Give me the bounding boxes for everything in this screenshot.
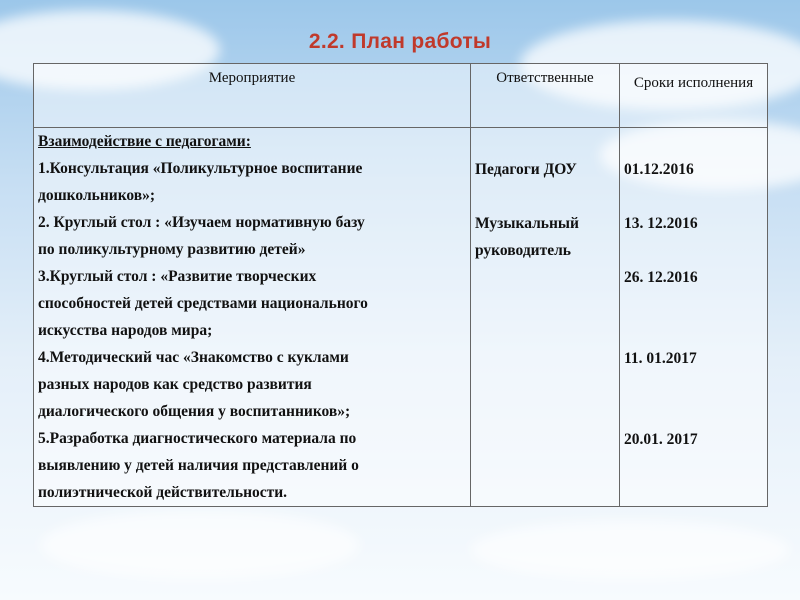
background-cloud (470, 520, 790, 580)
table-header-row (34, 64, 768, 128)
event-3-line-3: искусства народов мира; (38, 322, 213, 339)
date-2: 13. 12.2016 (624, 215, 698, 232)
work-plan-table (33, 63, 768, 507)
header-deadline: Сроки исполнения (620, 64, 768, 128)
event-4-line-2: разных народов как средство развития (38, 376, 312, 393)
date-1: 01.12.2016 (624, 161, 694, 178)
header-event: Мероприятие (34, 64, 471, 128)
event-4-line-1: 4.Методический час «Знакомство с куклами (38, 349, 349, 366)
responsible-cell (471, 128, 620, 507)
event-3-line-1: 3.Круглый стол : «Развитие творческих (38, 268, 317, 285)
page-title: 2.2. План работы (308, 30, 492, 53)
event-2-line-1: 2. Круглый стол : «Изучаем нормативную базу (38, 214, 365, 231)
event-5-line-3: полиэтнической действительности. (38, 484, 288, 501)
responsible-1: Педагоги ДОУ (475, 161, 577, 178)
table-row (34, 128, 768, 507)
event-3-line-2: способностей детей средствами национального (38, 295, 368, 312)
date-4: 11. 01.2017 (624, 350, 697, 367)
event-2-line-2: по поликультурному развитию детей» (38, 241, 306, 258)
date-3: 26. 12.2016 (624, 269, 698, 286)
event-5-line-2: выявлению у детей наличия представлений о (38, 457, 359, 474)
event-1-line-1: 1.Консультация «Поликультурное воспитание (38, 160, 363, 177)
responsible-2-line-2: руководитель (475, 242, 571, 259)
event-1-line-2: дошкольников»; (38, 187, 156, 204)
responsible-2-line-1: Музыкальный (475, 215, 579, 232)
events-cell (34, 128, 471, 507)
event-4-line-3: диалогического общения у воспитанников»; (38, 403, 351, 420)
date-5: 20.01. 2017 (624, 431, 698, 448)
deadline-cell (620, 128, 768, 507)
events-lead: Взаимодействие с педагогами: (38, 133, 251, 150)
event-5-line-1: 5.Разработка диагностического материала по (38, 430, 357, 447)
background-cloud (40, 510, 360, 580)
header-responsible: Ответственные (471, 64, 620, 128)
